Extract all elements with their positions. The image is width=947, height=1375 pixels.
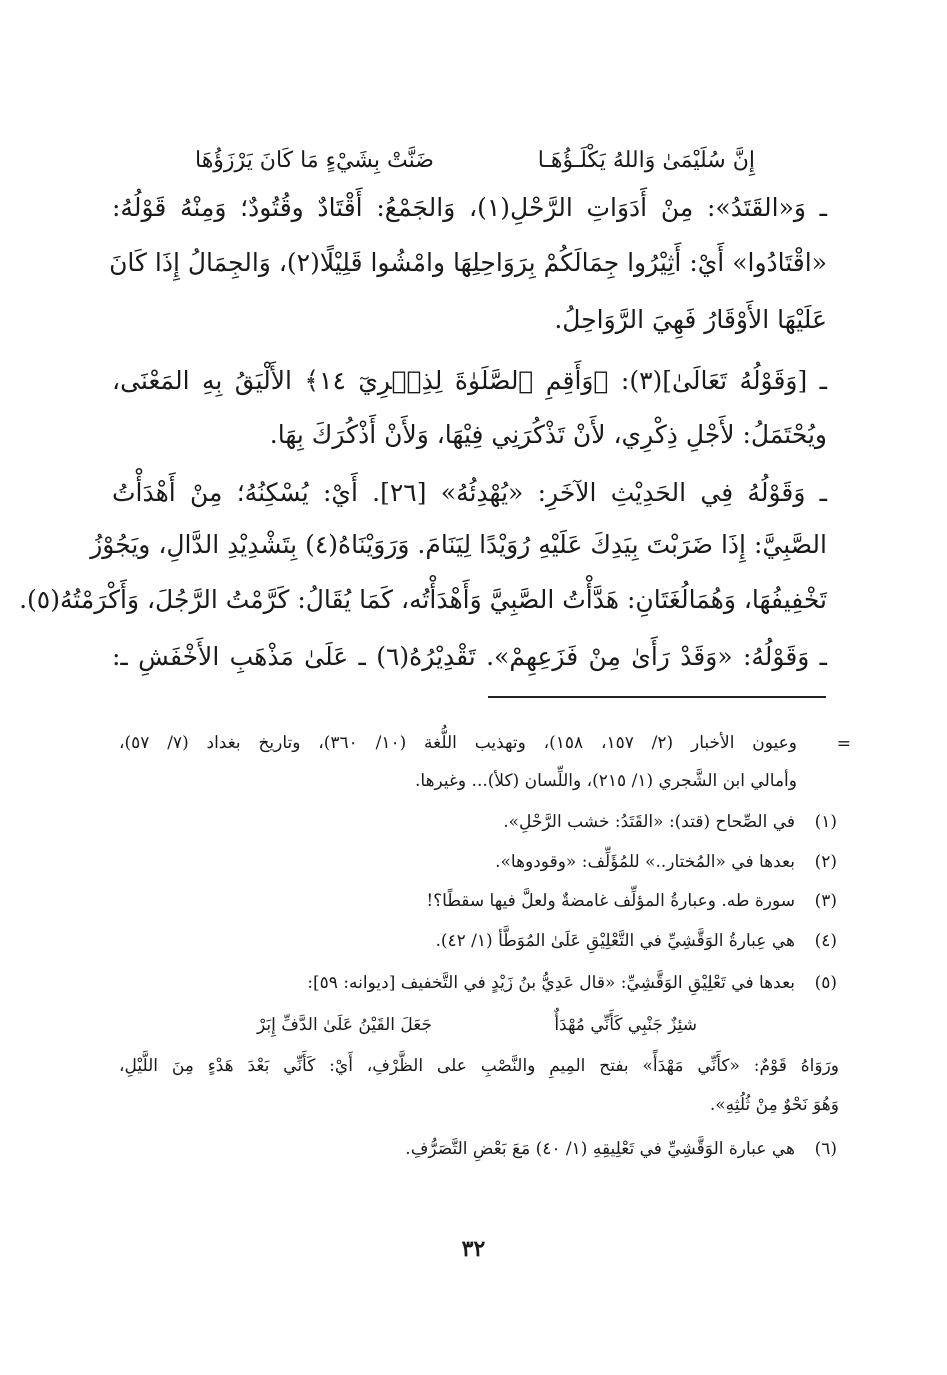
footnote-continuation-line-2: وأمالي ابن الشَّجري (١/ ٢١٥)، واللِّسان (كلأ)... وغيرها. — [414, 771, 797, 791]
footnote-number-4: (٤) — [814, 931, 837, 951]
body-line-4: ـ [وَقَوْلُهُ تَعَالَىٰ](٣): ﴿وَأَقِمِ ٱلصَّلَوٰةَ لِذِكۡرِيٓ ١٤﴾ الأَلْيَقُ بِهِ المَعْنَى، — [112, 366, 827, 395]
footnote-text-5: بعدها في تَعْلِيْقِ الوَقَّشِيِّ: «قال عَدِيُّ بنُ زَيْدٍ في التَّخفيف [ديوانه: ٥٩]: — [307, 973, 795, 993]
footnote-continuation-line-1: وعيون الأخبار (٢/ ١٥٧، ١٥٨)، وتهذيب اللُّغة (١٠/ ٣٦٠)، وتاريخ بغداد (٧/ ٥٧)، — [119, 733, 797, 753]
footnote-number-1: (١) — [814, 812, 837, 832]
poetry-verse — [195, 148, 755, 173]
body-line-6: ـ وَقَوْلُهُ فِي الحَدِيْثِ الآخَرِ: «يُهْدِئُهُ» [٢٦]. أَيْ: يُسْكِنُهُ؛ مِنْ أَهْدَأْتُ — [112, 478, 827, 507]
verse-second-hemistich: ضَنَّتْ بِشَيْءٍ مَا كَانَ يَرْزَؤُهَا — [195, 148, 434, 173]
body-line-1: ـ وَ«القَتَدُ»: مِنْ أَدَوَاتِ الرَّحْلِ(١)، وَالجَمْعُ: أَقْتَادٌ وقُتُودٌ؛ وَمِنْهُ قَوْلُهُ: — [112, 193, 827, 222]
poem-first-hemistich: شئِزٌ جَنْبِي كَأَنِّي مُهْدَأٌ — [554, 1015, 697, 1035]
body-line-2: «اقْتَادُوا» أَيْ: أَثِيْرُوا جِمَالَكُمْ بِرَوَاحِلِهَا وامْشُوا قَلِيْلًا(٢)، وَالجِمَالُ إِذَا كَانَ — [109, 248, 827, 277]
footnote-text-3: سورة طه. وعبارةُ المؤلِّف غامضةٌ ولعلَّ فيها سقطًا؟! — [426, 891, 795, 911]
body-line-7: الصَّبِيَّ: إِذَا ضَرَبْتَ بِيَدِكَ عَلَيْهِ رُوَيْدًا لِيَنَامَ. وَرَوَيْنَاهُ(٤) بِتَشْدِيْدِ الدَّالِ، ويَجُوْزُ — [90, 530, 827, 559]
footnote-number-3: (٣) — [814, 891, 837, 911]
footnote-5-continuation-1: ورَوَاهُ قَوْمٌ: «كأَنِّي مَهْدَأً» بفتح المِيمِ والنَّصْبِ على الظَّرْفِ، أَيْ: كَأَنِّي بَعْدَ هَدْءٍ مِنَ اللَّيْلِ، — [119, 1056, 839, 1076]
poem-second-hemistich: جَعَلَ القَيْنُ عَلَىٰ الدَّفِّ إِبَرْ — [257, 1015, 432, 1035]
footnote-number-2: (٢) — [814, 852, 837, 872]
body-line-8: تَخْفِيفُهَا، وَهُمَالُغَتَانِ: هَدَّأْتُ الصَّبِيَّ وَأَهْدَأْتُه، كَمَا يُقَالُ: كَرَّمْتُ الرَّجُلَ، وَأَكْرَمْتُهُ(٥). — [19, 585, 827, 614]
page-number: ٣٢ — [461, 1236, 486, 1262]
verse-first-hemistich: إِنَّ سُلَيْمَىٰ وَاللهُ يَكْلَـؤُهَـا — [537, 148, 755, 173]
footnote-text-2: بعدها في «المُختار..» للمُؤَلِّف: «وقودوها». — [495, 852, 795, 872]
footnote-5-continuation-2: وَهُوَ نَحْوٌ مِنْ ثُلُثِهِ». — [709, 1095, 839, 1115]
footnote-text-1: في الصِّحاح (قتد): «القَتَدُ: خشب الرَّحْلِ». — [503, 812, 795, 832]
footnote-number-6: (٦) — [814, 1139, 837, 1159]
body-line-5: ويُحْتَمَلُ: لأَجْلِ ذِكْرِي، لأَنْ تَذْكُرَنِي فِيْهَا، وَلأَنْ أَذْكُرَكَ بِهَا. — [269, 420, 827, 449]
body-line-9: ـ وَقَوْلُهُ: «وَقَدْ رَأَىٰ مِنْ فَزَعِهِمْ». تَقْدِيْرُهُ(٦) ـ عَلَىٰ مَذْهَبِ الأَخْفَشِ ـ: — [112, 642, 828, 671]
footnote-separator — [488, 696, 826, 698]
continuation-mark: = — [836, 734, 851, 754]
body-line-3: عَلَيْهَا الأَوْقَارُ فَهِيَ الرَّوَاحِلُ. — [554, 305, 827, 334]
footnote-poem — [257, 1015, 697, 1035]
footnote-text-6: هي عبارة الوَقَّشِيِّ في تَعْلِيقِهِ (١/ ٤٠) مَعَ بَعْضِ التَّصَرُّفِ. — [405, 1139, 795, 1159]
footnote-text-4: هي عِبارةُ الوَقَّشِيِّ في التَّعْلِيْقِ عَلَىٰ المُوَطَّأ (١/ ٤٢). — [435, 931, 795, 951]
footnote-number-5: (٥) — [814, 973, 837, 993]
